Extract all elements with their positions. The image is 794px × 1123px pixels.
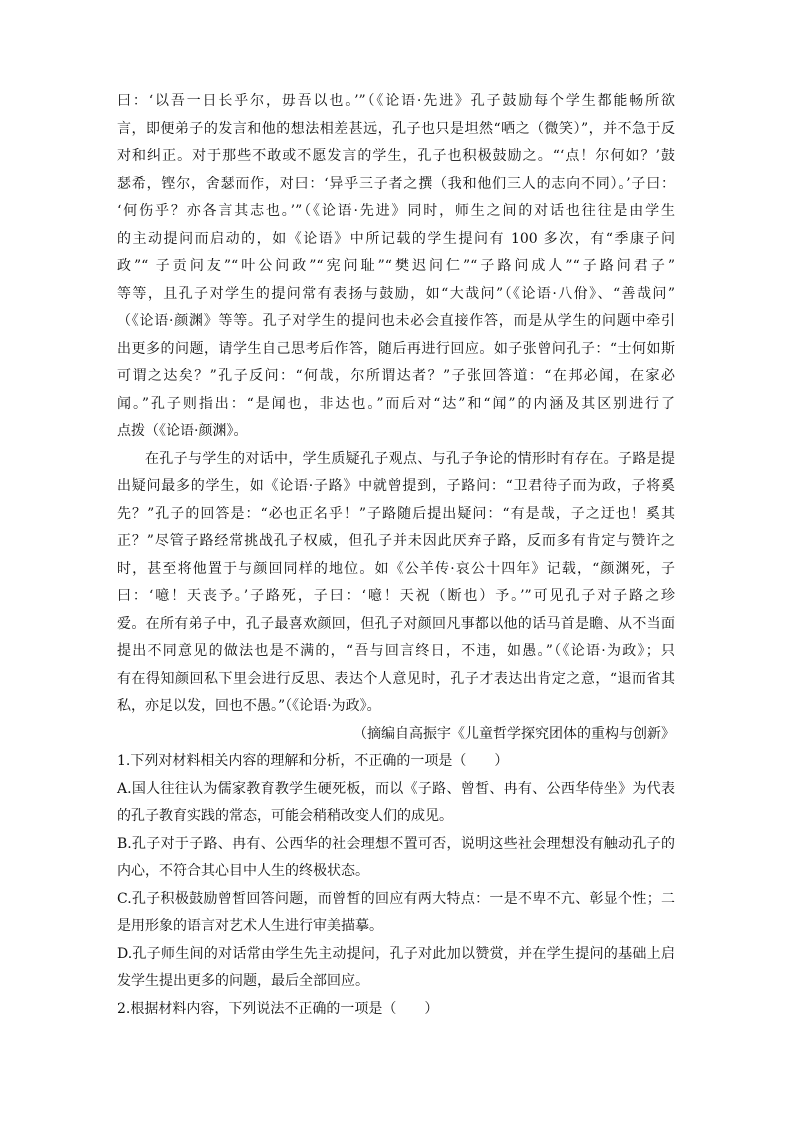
question-stem: 1.下列对材料相关内容的理解和分析，不正确的一项是（ ） bbox=[117, 753, 509, 769]
option-c-line: C.孔子积极鼓励曾皙回答问题，而曾皙的回应有两大特点：一是不卑不亢、彰显个性；二 bbox=[117, 890, 675, 907]
text-line: 出更多的问题，请学生自己思考后作答，随后再进行回应。如子张曾问孔子：“士何如斯 bbox=[117, 340, 675, 357]
text-line: （《论语·颜渊》等等。孔子对学生的提问也未必会直接作答，而是从学生的问题中牵引 bbox=[117, 313, 675, 329]
text-line: 提出不同意见的做法也是不满的，“吾与回言终日，不违，如愚。”（《论语·为政》；只 bbox=[117, 643, 675, 659]
option-a-line: 的孔子教育实践的常态，可能会稍稍改变人们的成见。 bbox=[117, 808, 453, 824]
text-line: 先？”孔子的回答是：“必也正名乎！”子路随后提出疑问：“有是哉，子之迂也！奚其 bbox=[117, 505, 675, 522]
option-a-line: A.国人往往认为儒家教育教学生硬死板，而以《子路、曾皙、冉有、公西华侍坐》为代表 bbox=[117, 780, 675, 797]
passage-paragraph-1 bbox=[117, 88, 675, 446]
text-line: 曰：‘噫！天丧予。’子路死，子曰：‘噫！天祝（断也）予。’”可见孔子对子路之珍 bbox=[117, 588, 675, 604]
document-page bbox=[117, 88, 675, 1023]
text-line: 曰：‘以吾一日长乎尔，毋吾以也。’”（《论语·先进》孔子鼓励每个学生都能畅所欲 bbox=[117, 93, 675, 109]
text-line: ‘何伤乎？亦各言其志也。’”（《论语·先进》同时，师生之间的对话也往往是由学生 bbox=[117, 203, 675, 219]
text-line: 在孔子与学生的对话中，学生质疑孔子观点、与孔子争论的情形时有存在。子路是提 bbox=[145, 450, 675, 467]
text-line: 可谓之达矣？”孔子反问：“何哉，尔所谓达者？”子张回答道：“在邦必闻，在家必 bbox=[117, 368, 675, 384]
option-d-line: D.孔子师生间的对话常由学生先主动提问，孔子对此加以赞赏，并在学生提问的基础上启 bbox=[117, 945, 675, 962]
text-line: 时，甚至将他置于与颜回同样的地位。如《公羊传·哀公十四年》记载，“颜渊死，子 bbox=[117, 560, 675, 577]
text-line: 瑟希，铿尔，舍瑟而作，对曰：‘异乎三子者之撰（我和他们三人的志向不同）。’子曰： bbox=[117, 175, 675, 192]
text-line: 闻。”孔子则指出：“是闻也，非达也。”而后对“达”和“闻”的内涵及其区别进行了 bbox=[117, 395, 675, 412]
text-line: 点拨（《论语·颜渊》。 bbox=[117, 423, 248, 439]
text-line: 言，即便弟子的发言和他的想法相差甚远，孔子也只是坦然“哂之（微笑）”，并不急于反 bbox=[117, 120, 675, 137]
text-line: 等等，且孔子对学生的提问常有表扬与鼓励，如“大哉问”（《论语·八佾》、“善哉问” bbox=[117, 285, 675, 302]
text-line: 的主动提问而启动的，如《论语》中所记载的学生提问有 100 多次，有“季康子问 bbox=[117, 230, 675, 247]
text-line: 爱。在所有弟子中，孔子最喜欢颜回，但孔子对颜回凡事都以他的话马首是瞻、从不当面 bbox=[117, 615, 675, 632]
option-b-line: B.孔子对于子路、冉有、公西华的社会理想不置可否，说明这些社会理想没有触动孔子的 bbox=[117, 835, 675, 852]
passage-paragraph-2 bbox=[117, 446, 675, 721]
text-line: 政”“ 子贡问友”“叶公问政”“宪问耻”“樊迟问仁”“子路问成人”“子路问君子” bbox=[117, 258, 675, 274]
option-b-line: 内心，不符合其心目中人生的终极状态。 bbox=[117, 863, 369, 879]
question-2-stem: 2.根据材料内容，下列说法不正确的一项是（ ） bbox=[117, 1000, 439, 1017]
text-line: 正？”尽管子路经常挑战孔子权威，但孔子并未因此厌弃子路，反而多有肯定与赞许之 bbox=[117, 533, 675, 549]
option-c-line: 是用形象的语言对艺术人生进行审美描摹。 bbox=[117, 918, 383, 934]
text-line: 私，亦足以发，回也不愚。”（《论语·为政》。 bbox=[117, 698, 381, 714]
text-line: 出疑问最多的学生，如《论语·子路》中就曾提到，子路问：“卫君待子而为政，子将奚 bbox=[117, 478, 675, 494]
passage-source: （摘编自高振宇《儿童哲学探究团体的重构与创新》 bbox=[353, 725, 675, 742]
question-1 bbox=[117, 748, 675, 996]
text-line: 有在得知颜回私下里会进行反思、表达个人意见时，孔子才表达出肯定之意，“退而省其 bbox=[117, 670, 675, 687]
option-d-line: 发学生提出更多的问题，最后全部回应。 bbox=[117, 973, 369, 989]
text-line: 对和纠正。对于那些不敢或不愿发言的学生，孔子也积极鼓励之。“‘点！尔何如？’鼓 bbox=[117, 148, 675, 164]
